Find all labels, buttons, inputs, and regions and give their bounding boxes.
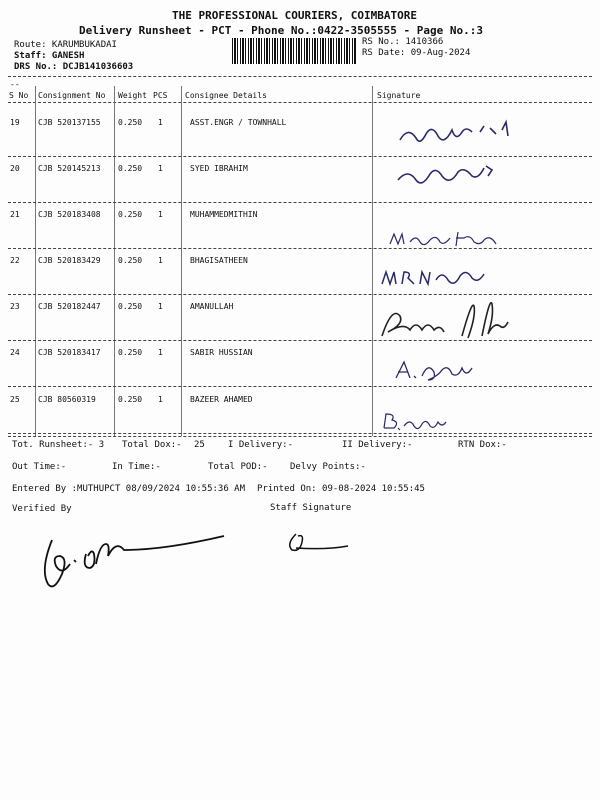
row-consignment-no: CJB 520145213 xyxy=(38,164,101,173)
barcode xyxy=(232,38,356,64)
verified-by-label: Verified By xyxy=(12,504,72,514)
printed-on: Printed On: 09-08-2024 10:55:45 xyxy=(257,484,425,494)
row-pcs: 1 xyxy=(158,348,163,357)
row-divider xyxy=(8,433,592,434)
in-time: In Time:- xyxy=(112,462,161,472)
row-divider xyxy=(8,386,592,387)
col-header-signature: Signature xyxy=(377,91,421,100)
i-delivery: I Delivery:- xyxy=(228,440,294,450)
row-consignee: SABIR HUSSIAN xyxy=(190,348,253,357)
row-sno: 21 xyxy=(10,210,20,219)
row-sno: 22 xyxy=(10,256,20,265)
signature-row-25 xyxy=(380,410,470,434)
signature-row-19 xyxy=(390,118,530,158)
column-separator xyxy=(372,86,373,436)
signature-row-22 xyxy=(378,264,498,294)
col-header-weight: Weight xyxy=(118,91,147,100)
rs-date: RS Date: 09-Aug-2024 xyxy=(362,48,471,58)
row-consignment-no: CJB 520183429 xyxy=(38,256,101,265)
row-sno: 20 xyxy=(10,164,20,173)
drs-number: DRS No.: DCJB141036603 xyxy=(14,62,134,72)
out-time: Out Time:- xyxy=(12,462,67,472)
row-pcs: 1 xyxy=(158,118,163,127)
tot-runsheet: Tot. Runsheet:- 3 xyxy=(12,440,105,450)
row-sno: 24 xyxy=(10,348,20,357)
row-weight: 0.250 xyxy=(118,348,143,357)
col-header-consignee: Consignee Details xyxy=(185,91,267,100)
row-weight: 0.250 xyxy=(118,210,143,219)
verified-by-signature xyxy=(30,520,250,600)
col-header-sno: S No xyxy=(9,91,29,100)
row-weight: 0.250 xyxy=(118,302,143,311)
row-weight: 0.250 xyxy=(118,256,143,265)
divider xyxy=(8,436,592,437)
row-consignee: ASST.ENGR / TOWNHALL xyxy=(190,118,287,127)
row-consignee: BAZEER AHAMED xyxy=(190,395,253,404)
row-divider xyxy=(8,202,592,203)
row-weight: 0.250 xyxy=(118,395,143,404)
signature-row-24 xyxy=(392,356,512,386)
row-weight: 0.250 xyxy=(118,118,143,127)
row-consignment-no: CJB 80560319 xyxy=(38,395,96,404)
entered-by: Entered By :MUTHUPCT 08/09/2024 10:55:36 AM xyxy=(12,484,245,494)
col-header-pcs: PCS xyxy=(153,91,168,100)
signature-row-21 xyxy=(386,226,516,252)
total-pod: Total POD:- xyxy=(208,462,268,472)
row-consignment-no: CJB 520183408 xyxy=(38,210,101,219)
row-divider xyxy=(8,294,592,295)
row-sno: 23 xyxy=(10,302,20,311)
column-separator xyxy=(35,86,36,436)
row-consignee: MUHAMMEDMITHIN xyxy=(190,210,258,219)
row-consignment-no: CJB 520183417 xyxy=(38,348,101,357)
row-consignment-no: CJB 520182447 xyxy=(38,302,101,311)
row-pcs: 1 xyxy=(158,302,163,311)
row-weight: 0.250 xyxy=(118,164,143,173)
column-separator xyxy=(114,86,115,436)
runsheet-subtitle: Delivery Runsheet - PCT - Phone No.:0422-3505555 - Page No.:3 xyxy=(79,24,483,37)
rs-number: RS No.: 1410366 xyxy=(362,37,444,47)
row-pcs: 1 xyxy=(158,164,163,173)
row-pcs: 1 xyxy=(158,395,163,404)
signature-row-20 xyxy=(392,158,512,194)
row-sno: 25 xyxy=(10,395,20,404)
ii-delivery: II Delivery:- xyxy=(342,440,413,450)
divider xyxy=(8,76,592,77)
signature-row-23 xyxy=(378,298,518,348)
rtn-dox: RTN Dox:- xyxy=(458,440,507,450)
row-consignee: BHAGISATHEEN xyxy=(190,256,248,265)
row-pcs: 1 xyxy=(158,256,163,265)
delvy-points: Delvy Points:- xyxy=(290,462,366,472)
col-header-consignment: Consignment No xyxy=(38,91,106,100)
staff-label: Staff: GANESH xyxy=(14,51,85,61)
company-title: THE PROFESSIONAL COURIERS, COIMBATORE xyxy=(172,9,418,22)
staff-signature-label: Staff Signature xyxy=(270,503,352,513)
total-dox-value: 25 xyxy=(194,440,205,450)
row-sno: 19 xyxy=(10,118,20,127)
divider xyxy=(8,102,592,103)
total-dox-label: Total Dox:- xyxy=(122,440,182,450)
row-consignment-no: CJB 520137155 xyxy=(38,118,101,127)
column-separator xyxy=(181,86,182,436)
leader-dashes: -- xyxy=(10,80,20,89)
staff-signature xyxy=(282,528,362,558)
route-label: Route: KARUMBUKADAI xyxy=(14,40,117,50)
row-consignee: AMANULLAH xyxy=(190,302,234,311)
row-consignee: SYED IBRAHIM xyxy=(190,164,248,173)
row-pcs: 1 xyxy=(158,210,163,219)
